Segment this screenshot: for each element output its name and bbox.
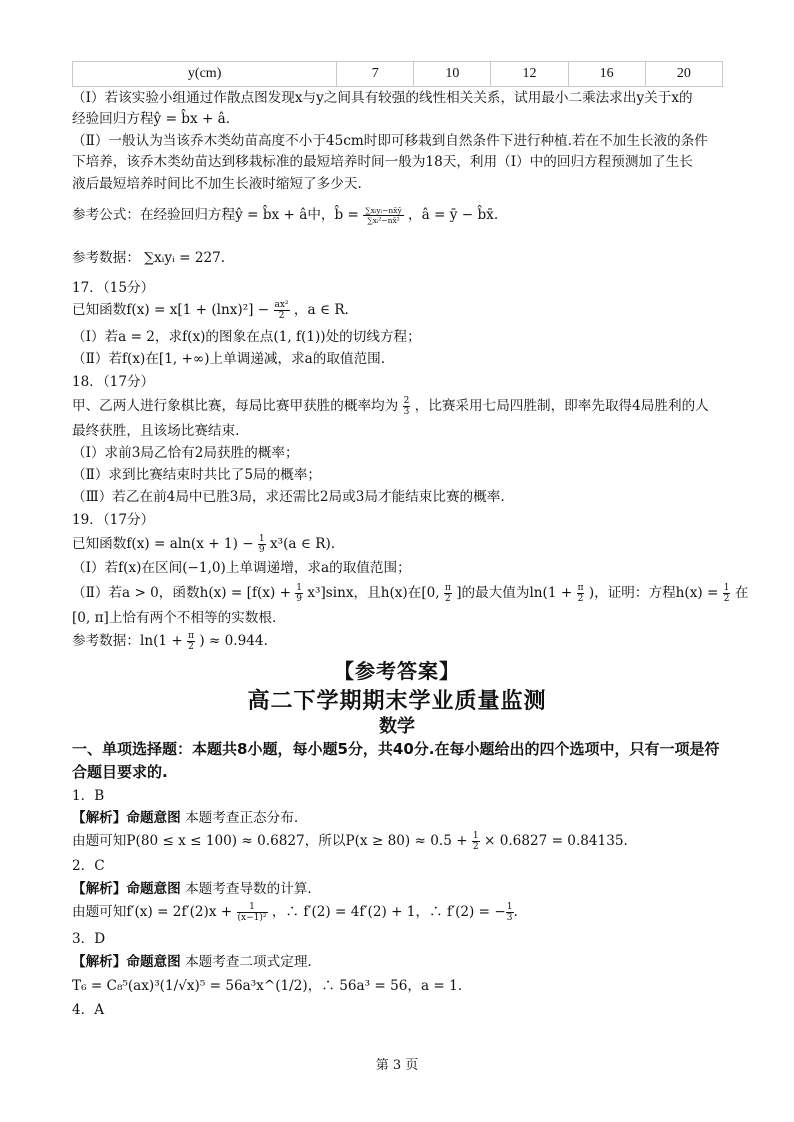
answer-1-analysis [72,808,298,828]
p19-header: 19．（17分） [72,512,155,528]
p19-part2-b: x³]sinx，且h(x)在[0, [307,585,440,601]
p19-numerator: 1 [258,534,265,544]
p17-stem-prefix: 已知函数f(x) = x[1 + (lnx)²] − [72,302,270,318]
calc-fraction [237,902,268,923]
answer-2: 2．C [72,858,105,874]
table-cell: 10 [414,62,491,87]
p19-part2-line2: [0, π]上恰有两个不相等的实数根. [72,610,277,626]
p19-part2-c: ]的最大值为ln(1 + [456,585,573,601]
p19-fraction [258,534,266,555]
answers-title: 高二下学期期末学业质量监测 [247,689,547,714]
p19-part1: （Ⅰ）若f(x)在区间(−1,0)上单调递增，求a的取值范围； [72,560,411,576]
p19-part2-a: （Ⅱ）若a > 0，函数h(x) = [f(x) + [72,585,291,601]
answer-2-analysis [72,879,312,899]
p19-part2-frac2 [444,583,452,604]
p16-ref-data [72,248,225,268]
p18-denominator: 3 [403,407,410,417]
table-row [73,62,723,87]
p17-numerator: ax² [274,300,289,310]
p19-ref-data [72,631,268,652]
intent-label: 命题意图 [126,881,181,897]
p19-ref-prefix: 参考数据：ln(1 + [72,633,183,649]
p16-part2b: 下培养，该乔木类幼苗达到移栽标准的最短培养时间一般为18天，利用（Ⅰ）中的回归方程预测加了生长 [72,154,693,170]
p19-stem-prefix: 已知函数f(x) = aln(x + 1) − [72,536,254,552]
p16-part2c: 液后最短培养时间比不加生长液时缩短了多少天. [72,176,362,192]
p16-part2a: （Ⅱ）一般认为当该乔木类幼苗高度不小于45cm时即可移栽到自然条件下进行种植.若在不加生长液的条件 [72,133,708,149]
analysis-tag: 【解析】 [72,881,127,897]
formula-numerator: ∑xᵢyᵢ−nx̄ȳ [365,206,402,215]
ref-data-prefix: 参考数据： [72,250,140,266]
answer-1-calc [72,831,628,852]
answer-4: 4．A [72,1002,105,1018]
frac-denominator: 2 [445,594,451,604]
p17-stem [72,300,349,321]
p19-stem-suffix: x³(a ∈ R). [269,536,336,552]
frac-denominator: 2 [577,594,584,604]
formula-prefix: 参考公式：在经验回归方程ŷ = b̂x + â中，b̂ = [72,207,359,223]
p19-denominator: 9 [258,545,265,555]
p17-header: 17．（15分） [72,280,155,296]
p19-part2-d: )，证明：方程h(x) = [588,585,719,601]
p19-ref-frac [187,631,195,652]
p16-formula [72,205,498,225]
calc-fraction [472,831,480,852]
p18-stem [72,396,709,417]
p19-part2 [72,583,748,604]
calc-end: . [513,904,518,920]
intent-label: 命题意图 [126,810,181,826]
analysis-tag: 【解析】 [72,954,127,970]
p19-part2-frac1 [295,583,303,604]
p18-numerator: 2 [403,396,410,406]
p17-fraction [274,300,290,321]
frac-numerator: 1 [506,902,513,912]
ref-data-expr: ∑xᵢyᵢ = 227. [144,250,226,266]
table-cell: 20 [645,62,722,87]
table-cell: 16 [568,62,645,87]
p17-denominator: 2 [278,311,285,321]
formula-suffix: ，â = ȳ − b̂x̄. [408,207,499,223]
frac-denominator: (x−1)² [237,913,267,923]
data-table [72,61,723,87]
answer-3-analysis [72,952,312,972]
section-heading: 一、单项选择题：本题共8小题，每小题5分，共40分.在每小题给出的四个选项中，只有一项是符合题目要求的. [72,740,720,781]
p19-part2-frac4 [723,583,731,604]
p19-stem [72,534,335,555]
p18-part3: （Ⅲ）若乙在前4局中已胜3局，求还需比2局或3局才能结束比赛的概率. [72,489,505,505]
frac-denominator: 2 [188,642,194,652]
formula-denominator: ∑xᵢ²−nx̄² [367,216,400,225]
answer-2-calc [72,902,518,923]
answers-tag: 【参考答案】 [334,659,460,683]
p17-part1: （Ⅰ）若a = 2，求f(x)的图象在点(1, f(1))处的切线方程； [72,329,421,345]
calc-b: ，∴ f′(2) = 4f′(2) + 1，∴ f′(2) = − [271,904,506,920]
table-cell: 12 [491,62,568,87]
analysis-tag: 【解析】 [72,810,127,826]
p17-part2: （Ⅱ）若f(x)在[1, +∞)上单调递减，求a的取值范围. [72,351,386,367]
answer-3-calc: T₆ = C₈⁵(ax)³(1/√x)⁵ = 56a³x^(1/2)，∴ 56a³ = 56，a = 1. [72,978,463,994]
intent-text: 本题考查正态分布. [185,810,299,826]
calc-a: 由题可知P(80 ≤ x ≤ 100) ≈ 0.6827，所以P(x ≥ 80) ≈ 0.5 + [72,833,468,849]
frac-numerator: 1 [237,902,268,913]
answer-1: 1．B [72,788,105,804]
frac-numerator: 1 [296,583,303,593]
formula-fraction [363,206,403,225]
p18-stem-a: 甲、乙两人进行象棋比赛，每局比赛甲获胜的概率均为 [72,398,399,414]
page-number: 第 3 页 [375,1058,419,1073]
p19-ref-suffix: ) ≈ 0.944. [199,633,268,649]
p18-part1: （Ⅰ）求前3局乙恰有2局获胜的概率； [72,445,299,461]
p19-part2-e: 在 [734,585,749,601]
p16-part1b: 经验回归方程ŷ = b̂x + â. [72,111,231,127]
p19-part2-frac3 [577,583,585,604]
frac-numerator: π [444,583,451,593]
table-cell: 7 [337,62,414,87]
table-row-label: y(cm) [73,62,337,87]
frac-numerator: π [188,631,194,641]
p16-part1: （Ⅰ）若该实验小组通过作散点图发现x与y之间具有较强的线性相关关系，试用最小二乘法求出y关于x的 [72,90,693,106]
frac-numerator: 1 [723,583,730,593]
intent-label: 命题意图 [126,954,181,970]
frac-denominator: 3 [506,913,513,923]
frac-numerator: 1 [472,831,479,841]
frac-denominator: 9 [296,594,303,604]
intent-text: 本题考查导数的计算. [185,881,312,897]
p17-stem-suffix: ，a ∈ R. [293,302,349,318]
answers-subject: 数学 [379,716,415,737]
p18-stem-c: 最终获胜，且该场比赛结束. [72,423,240,439]
p18-fraction [403,396,411,417]
calc-b: × 0.6827 = 0.84135. [483,833,628,849]
calc-fraction-2 [506,902,514,923]
p18-part2: （Ⅱ）求到比赛结束时共比了5局的概率； [72,467,321,483]
p18-stem-b: ，比赛采用七局四胜制，即率先取得4局胜利的人 [414,398,709,414]
intent-text: 本题考查二项式定理. [185,954,312,970]
frac-denominator: 2 [723,594,730,604]
frac-numerator: π [577,583,584,593]
calc-a: 由题可知f′(x) = 2f′(2)x + [72,904,233,920]
p18-header: 18．（17分） [72,374,155,390]
frac-denominator: 2 [472,842,479,852]
answer-3: 3．D [72,931,106,947]
